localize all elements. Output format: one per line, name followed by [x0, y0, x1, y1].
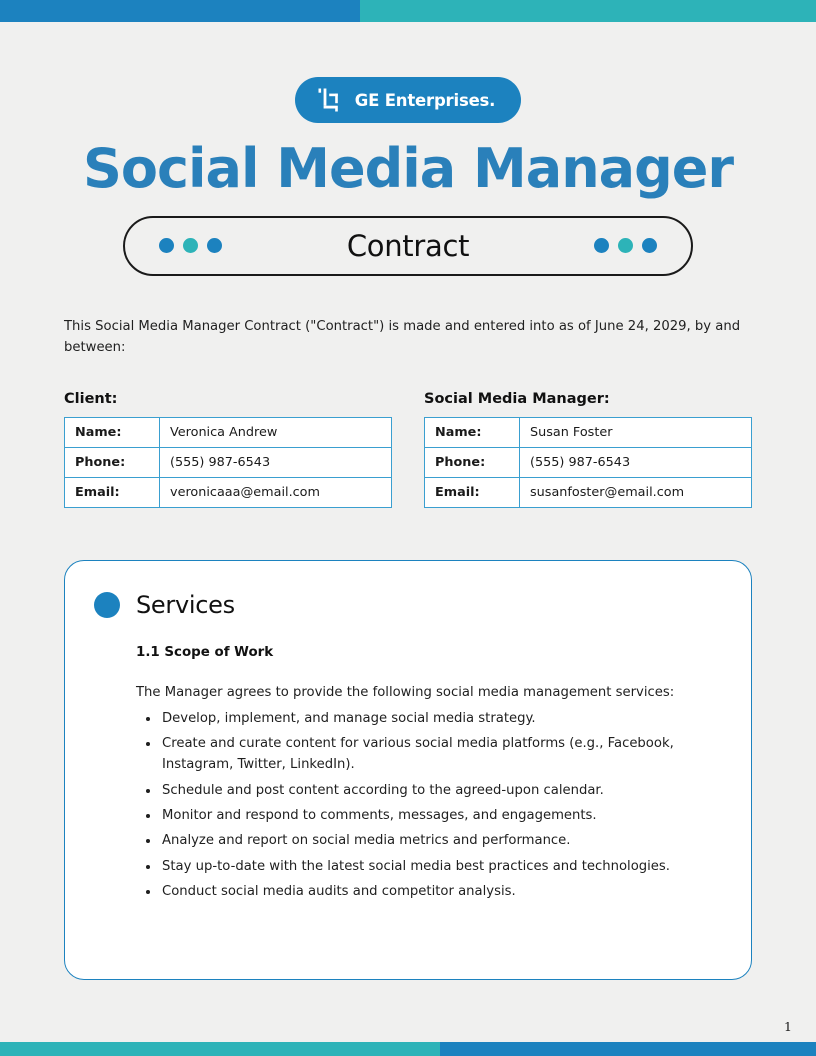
row-value: (555) 987-6543: [520, 448, 752, 478]
row-value: veronicaaa@email.com: [160, 478, 392, 508]
table-row: [65, 448, 392, 478]
table-row: [425, 448, 752, 478]
party-heading: Social Media Manager:: [424, 391, 610, 408]
dot-teal: [183, 238, 198, 253]
table-row: [65, 478, 392, 508]
bottom-bar-blue-segment: [440, 1042, 816, 1056]
row-value: Veronica Andrew: [160, 418, 392, 448]
company-logo: [295, 77, 522, 123]
manager-info-table: [424, 417, 752, 508]
page-title: Social Media Manager: [83, 137, 733, 200]
row-value: (555) 987-6543: [160, 448, 392, 478]
services-card: [64, 560, 752, 980]
list-item: • Create and curate content for various social media platforms (e.g., Facebook, Instagram, Twitter, LinkedIn).: [160, 733, 717, 776]
services-list: [136, 708, 717, 903]
page-number: 1: [784, 1019, 792, 1034]
list-item: • Develop, implement, and manage social media strategy.: [160, 708, 717, 729]
table-row: [425, 478, 752, 508]
logo-text: GE Enterprises.: [354, 90, 496, 110]
parties-section: [64, 391, 752, 508]
list-item: • Stay up-to-date with the latest social media best practices and technologies.: [160, 856, 717, 877]
services-card-header: [94, 591, 717, 619]
row-label: Name:: [425, 418, 520, 448]
row-label: Name:: [65, 418, 160, 448]
section-bullet-icon: [94, 592, 120, 618]
dot-blue: [594, 238, 609, 253]
dot-blue: [207, 238, 222, 253]
dots-right: [594, 238, 657, 253]
client-info-table: [64, 417, 392, 508]
party-heading: Client:: [64, 391, 118, 408]
list-item: • Conduct social media audits and competitor analysis.: [160, 881, 717, 902]
party-manager: [424, 391, 752, 508]
row-label: Phone:: [65, 448, 160, 478]
subtitle-pill: [123, 216, 693, 276]
row-value: susanfoster@email.com: [520, 478, 752, 508]
row-label: Email:: [65, 478, 160, 508]
table-row: [65, 418, 392, 448]
dots-left: [159, 238, 222, 253]
dot-blue: [159, 238, 174, 253]
list-item: • Schedule and post content according to the agreed-upon calendar.: [160, 780, 717, 801]
top-bar-blue-segment: [0, 0, 360, 22]
list-item: • Monitor and respond to comments, messages, and engagements.: [160, 805, 717, 826]
document-page: [0, 22, 816, 1042]
logo-row: [64, 77, 752, 123]
top-bar-teal-segment: [360, 0, 816, 22]
services-lead-text: The Manager agrees to provide the following social media management services:: [136, 685, 675, 701]
subtitle-text: Contract: [346, 228, 470, 263]
top-decorative-bar: [0, 0, 816, 22]
row-value: Susan Foster: [520, 418, 752, 448]
bottom-decorative-bar: [0, 1042, 816, 1056]
services-title: Services: [136, 591, 235, 620]
row-label: Phone:: [425, 448, 520, 478]
party-client: [64, 391, 392, 508]
list-item: • Analyze and report on social media metrics and performance.: [160, 830, 717, 851]
row-label: Email:: [425, 478, 520, 508]
bottom-bar-teal-segment: [0, 1042, 440, 1056]
crop-tool-icon: [317, 87, 343, 113]
dot-blue: [642, 238, 657, 253]
table-row: [425, 418, 752, 448]
intro-paragraph: This Social Media Manager Contract ("Contract") is made and entered into as of June 24, 2029, by and between:: [64, 318, 741, 356]
scope-of-work-heading: 1.1 Scope of Work: [136, 645, 274, 661]
dot-teal: [618, 238, 633, 253]
